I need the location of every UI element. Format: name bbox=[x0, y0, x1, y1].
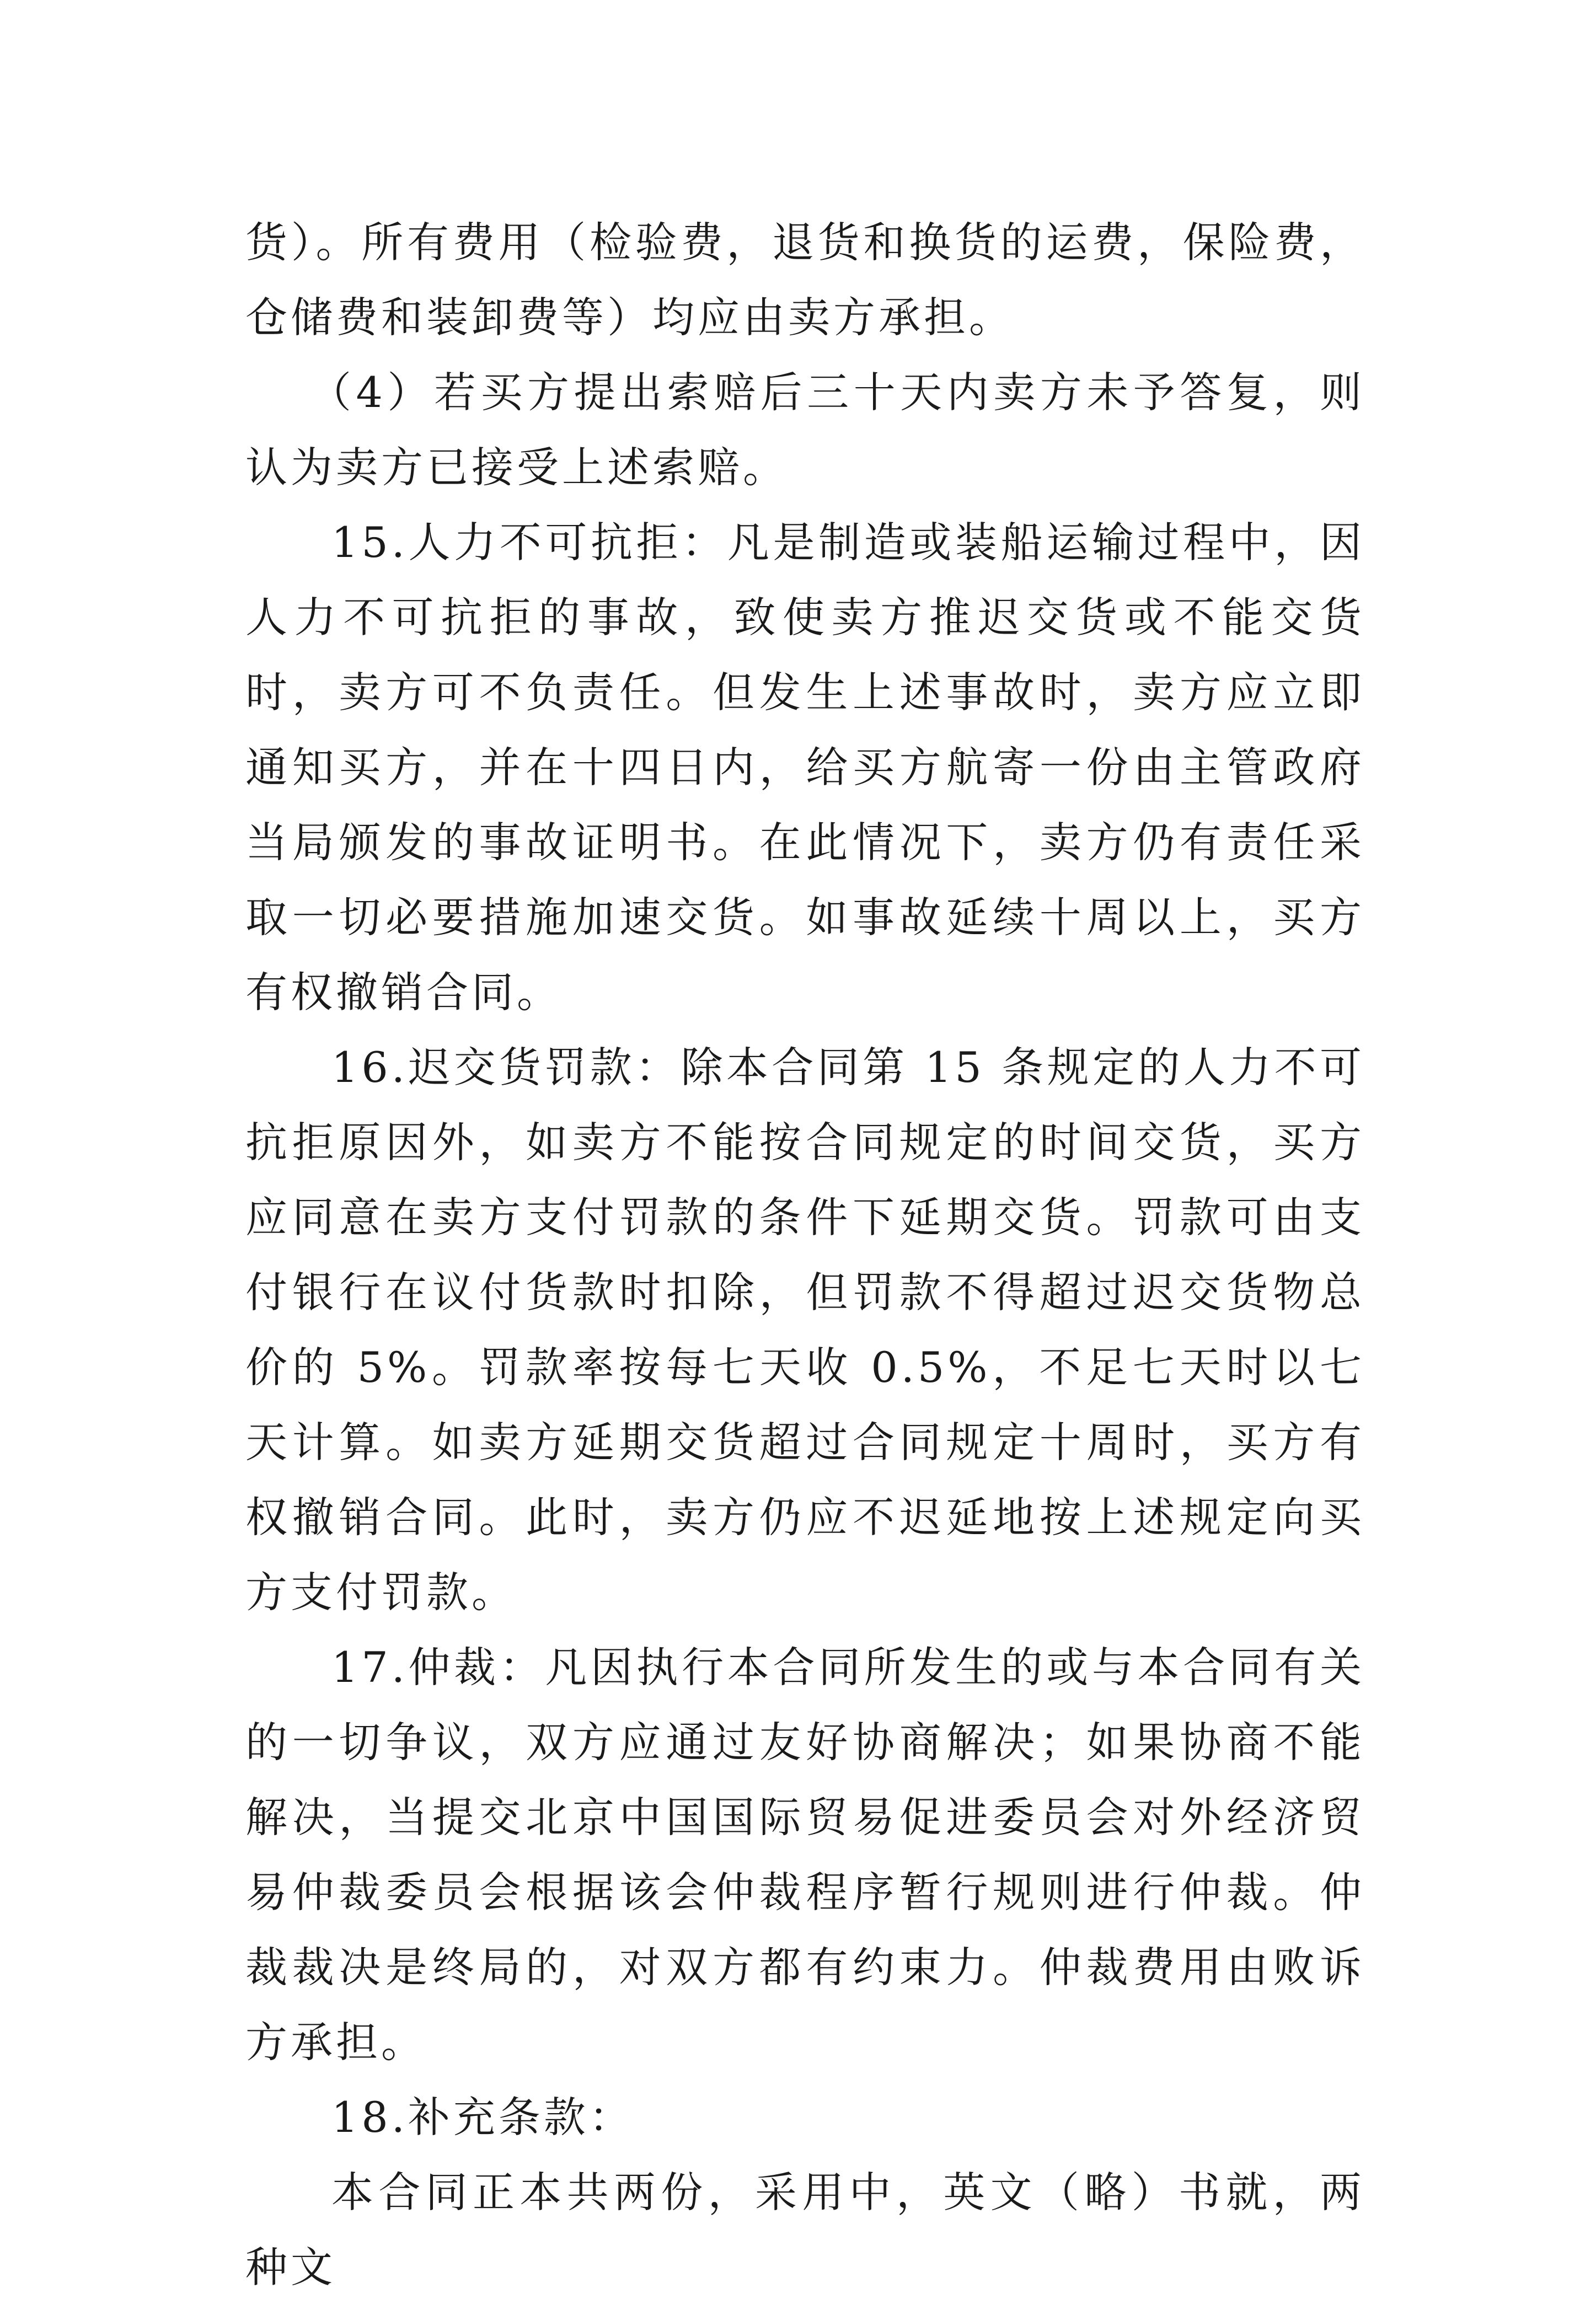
paragraph-continuation-fees: 货）。所有费用（检验费，退货和换货的运费，保险费，仓储费和装卸费等）均应由卖方承担。 bbox=[245, 218, 1365, 342]
paragraph-clause-16-late-delivery-penalty: 16.迟交货罚款：除本合同第 15 条规定的人力不可抗拒原因外，如卖方不能按合同规定的时间交货，买方应同意在卖方支付罚款的条件下延期交货。罚款可由支付银行在议付货款时扣除，但罚款不得超过迟交货物总价的 5%。罚款率按每七天收 0.5%，不足七天时以七天计算。如卖方延期交货超过合同规定十周时，买方有权撤销合同。此时，卖方仍应不迟延地按上述规定向买方支付罚款。 bbox=[245, 1043, 1365, 1617]
paragraph-clause-15-force-majeure: 15.人力不可抗拒：凡是制造或装船运输过程中，因人力不可抗拒的事故，致使卖方推迟交货或不能交货时，卖方可不负责任。但发生上述事故时，卖方应立即通知买方，并在十四日内，给买方航寄一份由主管政府当局颁发的事故证明书。在此情况下，卖方仍有责任采取一切必要措施加速交货。如事故延续十周以上，买方有权撤销合同。 bbox=[245, 518, 1365, 1017]
paragraph-clause-17-arbitration: 17.仲裁：凡因执行本合同所发生的或与本合同有关的一切争议，双方应通过友好协商解决；如果协商不能解决，当提交北京中国国际贸易促进委员会对外经济贸易仲裁委员会根据该会仲裁程序暂行规则进行仲裁。仲裁裁决是终局的，对双方都有约束力。仲裁费用由败诉方承担。 bbox=[245, 1643, 1365, 2067]
document-body bbox=[245, 205, 1365, 2305]
paragraph-clause-18-body: 本合同正本共两份，采用中，英文（略）书就，两种文 bbox=[245, 2168, 1365, 2292]
paragraph-claim-reply: （4）若买方提出索赔后三十天内卖方未予答复，则认为卖方已接受上述索赔。 bbox=[245, 368, 1365, 492]
paragraph-clause-18-heading: 18.补充条款： bbox=[331, 2093, 634, 2142]
